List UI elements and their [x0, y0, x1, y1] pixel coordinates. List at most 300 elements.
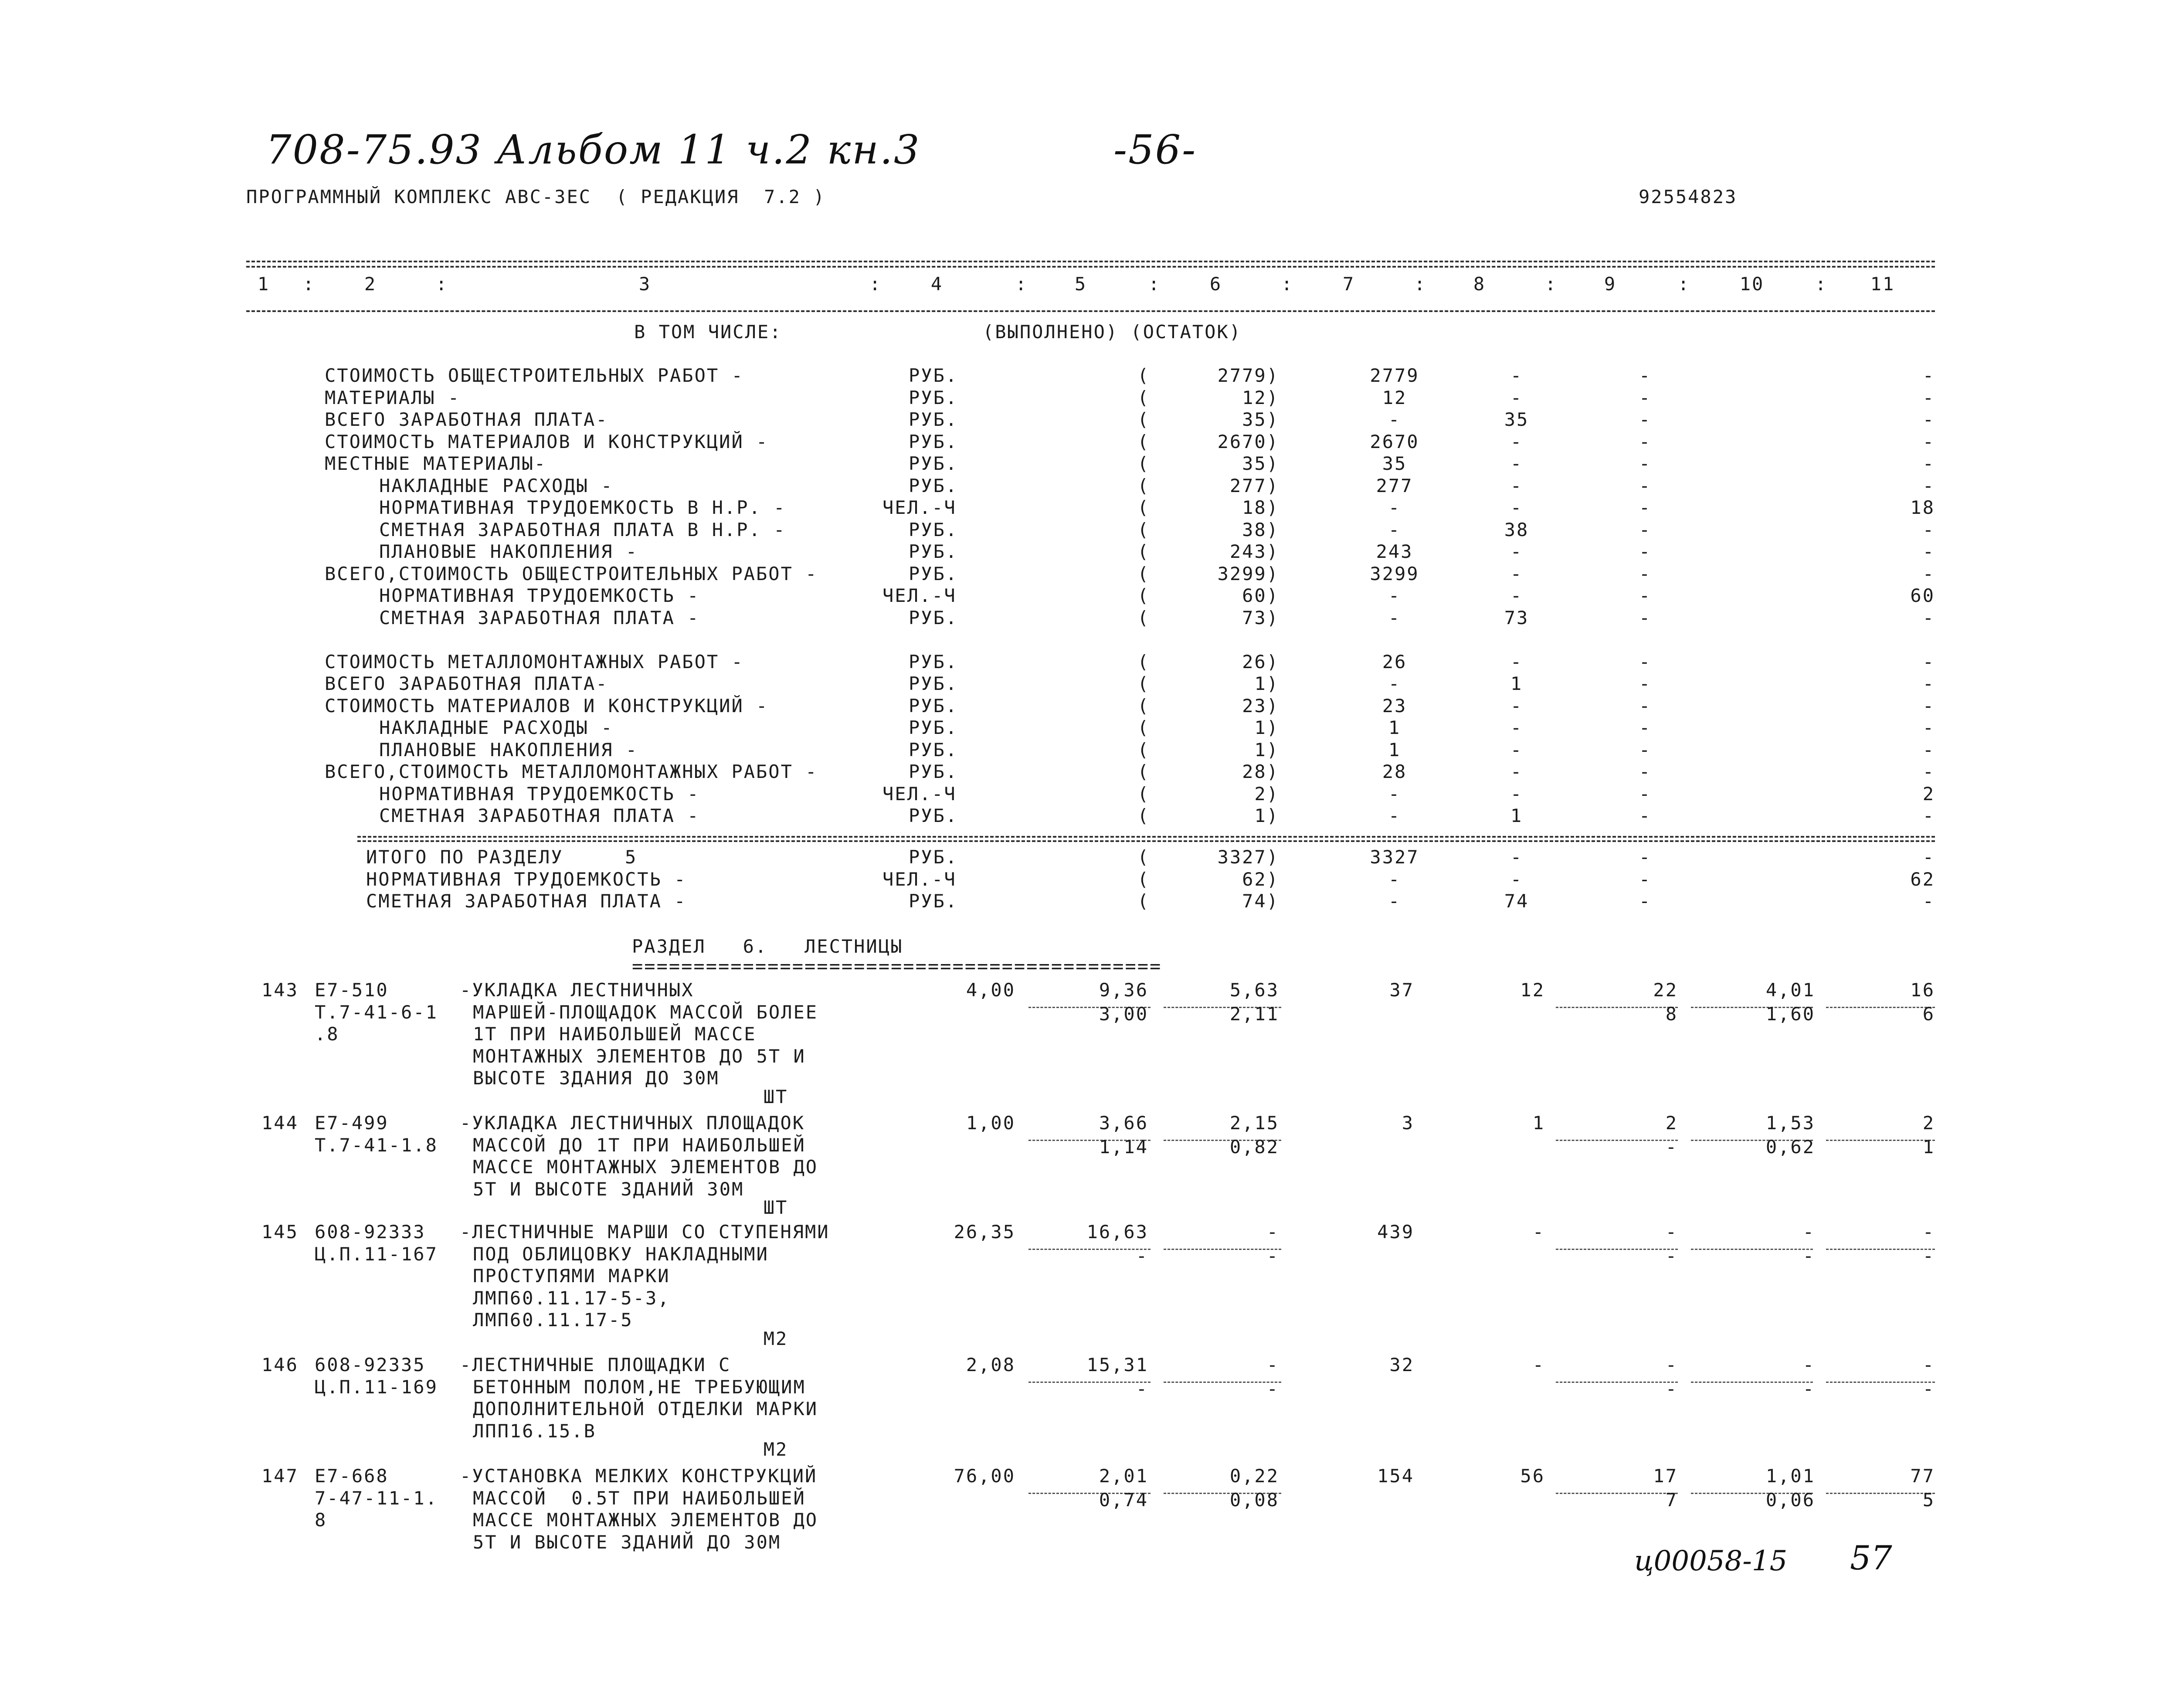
summary-row-col8: 35: [1504, 409, 1529, 430]
item-col8: -: [1532, 1221, 1545, 1243]
item-col7: 439: [1377, 1221, 1414, 1243]
item-col11-labor: 5: [1922, 1489, 1935, 1511]
item-description: МАССОЙ 0.5Т ПРИ НАИБОЛЬШЕЙ: [473, 1487, 806, 1509]
item-col8: -: [1532, 1354, 1545, 1375]
summary-row-name: СТОИМОСТЬ МАТЕРИАЛОВ И КОНСТРУКЦИЙ -: [325, 431, 769, 452]
summary-row-col11: 2: [1922, 783, 1935, 805]
item-description: ПОД ОБЛИЦОВКУ НАКЛАДНЫМИ: [473, 1243, 769, 1265]
summary-row-bracket: (: [1137, 453, 1150, 474]
summary-row-unit: РУБ.: [909, 365, 958, 386]
summary-row-col7: -: [1388, 805, 1401, 826]
item-col8: 1: [1532, 1112, 1545, 1134]
summary-row-unit: РУБ.: [909, 409, 958, 430]
summary-row-unit: РУБ.: [909, 717, 958, 738]
total-row-unit: ЧЕЛ.-Ч: [882, 868, 957, 890]
summary-row-col11: -: [1922, 673, 1935, 694]
item-description: МАРШЕЙ-ПЛОЩАДОК МАССОЙ БОЛЕЕ: [473, 1001, 818, 1023]
item-code: Т.7-41-6-1: [315, 1001, 438, 1023]
column-separator: :: [1815, 273, 1828, 295]
item-code: Ц.П.11-169: [315, 1376, 438, 1398]
total-row-name: НОРМАТИВНАЯ ТРУДОЕМКОСТЬ -: [366, 868, 687, 890]
summary-row-remainder: 1): [1254, 717, 1279, 738]
total-row-bracket: (: [1137, 890, 1150, 912]
summary-row-col11: -: [1922, 365, 1935, 386]
summary-row-col7: 1: [1388, 717, 1401, 738]
summary-row-col11: -: [1922, 475, 1935, 496]
summary-row-bracket: (: [1137, 673, 1150, 694]
summary-row-remainder: 3299): [1217, 563, 1279, 584]
item-quantity: 1,00: [966, 1112, 1015, 1134]
section-header-label: В ТОМ ЧИСЛЕ:: [634, 321, 782, 343]
summary-row-name: НОРМАТИВНАЯ ТРУДОЕМКОСТЬ -: [379, 783, 700, 805]
summary-row-col9: -: [1639, 519, 1652, 540]
total-row-unit: РУБ.: [909, 890, 958, 912]
item-description: МАССОЙ ДО 1Т ПРИ НАИБОЛЬШЕЙ: [473, 1134, 806, 1156]
section-title-underline: ===========================================: [632, 955, 1162, 977]
item-code: 608-92335: [315, 1354, 426, 1375]
summary-row-col9: -: [1639, 497, 1652, 518]
summary-row-col7: 35: [1382, 453, 1407, 474]
summary-row-name: НАКЛАДНЫЕ РАСХОДЫ -: [379, 717, 614, 738]
summary-row-col11: -: [1922, 563, 1935, 584]
item-col5-labor: -: [1136, 1245, 1148, 1267]
item-description: ПРОСТУПЯМИ МАРКИ: [473, 1265, 670, 1287]
summary-row-unit: РУБ.: [909, 673, 958, 694]
item-col7: 32: [1389, 1354, 1414, 1375]
summary-row-remainder: 243): [1229, 541, 1279, 562]
summary-row-bracket: (: [1137, 475, 1150, 496]
summary-row-col8: -: [1510, 761, 1523, 782]
item-col5-labor: 3,00: [1099, 1003, 1148, 1025]
total-row-col11: -: [1922, 890, 1935, 912]
item-col6: -: [1266, 1221, 1279, 1243]
summary-row-col9: -: [1639, 695, 1652, 716]
program-line: ПРОГРАММНЫЙ КОМПЛЕКС АВС-3ЕС ( РЕДАКЦИЯ 7.2 ): [246, 186, 826, 207]
summary-row-col9: -: [1639, 409, 1652, 430]
total-row-remainder: 62): [1242, 868, 1279, 890]
summary-row-remainder: 28): [1242, 761, 1279, 782]
summary-row-col8: -: [1510, 453, 1523, 474]
item-description: БЕТОННЫМ ПОЛОМ,НЕ ТРЕБУЮЩИМ: [473, 1376, 806, 1398]
item-unit: ШТ: [763, 1197, 788, 1218]
summary-row-name: СТОИМОСТЬ ОБЩЕСТРОИТЕЛЬНЫХ РАБОТ -: [325, 365, 744, 386]
summary-row-bracket: (: [1137, 431, 1150, 452]
item-col10-labor: 0,62: [1765, 1136, 1815, 1158]
total-row-name: ИТОГО ПО РАЗДЕЛУ 5: [366, 846, 638, 868]
summary-row-bracket: (: [1137, 739, 1150, 761]
item-col7: 3: [1402, 1112, 1414, 1134]
summary-row-remainder: 2670): [1217, 431, 1279, 452]
item-col10-labor: 1,60: [1765, 1003, 1815, 1025]
summary-row-name: МЕСТНЫЕ МАТЕРИАЛЫ-: [325, 453, 547, 474]
summary-row-unit: РУБ.: [909, 739, 958, 761]
total-row-col7: -: [1388, 868, 1401, 890]
column-header-8: 8: [1473, 273, 1486, 295]
summary-row-bracket: (: [1137, 783, 1150, 805]
summary-row-unit: ЧЕЛ.-Ч: [882, 783, 957, 805]
summary-row-bracket: (: [1137, 607, 1150, 628]
summary-row-remainder: 35): [1242, 409, 1279, 430]
column-header-4: 4: [930, 273, 944, 295]
item-description: 1Т ПРИ НАИБОЛЬШЕЙ МАССЕ: [473, 1023, 757, 1045]
item-col10: 1,53: [1765, 1112, 1815, 1134]
summary-row-name: МАТЕРИАЛЫ -: [325, 387, 461, 408]
item-col8: 12: [1520, 979, 1545, 1001]
summary-row-name: НОРМАТИВНАЯ ТРУДОЕМКОСТЬ -: [379, 585, 700, 606]
summary-row-col7: -: [1388, 585, 1401, 606]
summary-row-col8: 73: [1504, 607, 1529, 628]
summary-row-unit: РУБ.: [909, 607, 958, 628]
item-code: Ц.П.11-167: [315, 1243, 438, 1265]
summary-row-col7: 1: [1388, 739, 1401, 761]
column-header-6: 6: [1209, 273, 1222, 295]
item-col6-labor: -: [1266, 1378, 1279, 1399]
summary-row-remainder: 277): [1229, 475, 1279, 496]
item-col6-labor: 0,08: [1229, 1489, 1279, 1511]
summary-row-col8: -: [1510, 783, 1523, 805]
column-separator: :: [1414, 273, 1427, 295]
item-col7: 154: [1377, 1465, 1414, 1487]
summary-row-name: СМЕТНАЯ ЗАРАБОТНАЯ ПЛАТА -: [379, 607, 700, 628]
summary-row-col7: -: [1388, 519, 1401, 540]
summary-row-name: ПЛАНОВЫЕ НАКОПЛЕНИЯ -: [379, 541, 638, 562]
summary-row-name: СМЕТНАЯ ЗАРАБОТНАЯ ПЛАТА В Н.Р. -: [379, 519, 786, 540]
summary-row-unit: РУБ.: [909, 563, 958, 584]
summary-row-col9: -: [1639, 739, 1652, 761]
item-code: 8: [315, 1509, 327, 1531]
summary-row-unit: РУБ.: [909, 761, 958, 782]
summary-row-name: НОРМАТИВНАЯ ТРУДОЕМКОСТЬ В Н.Р. -: [379, 497, 786, 518]
summary-row-unit: РУБ.: [909, 475, 958, 496]
item-col5: 3,66: [1099, 1112, 1148, 1134]
summary-row-col11: -: [1922, 805, 1935, 826]
summary-row-col8: -: [1510, 475, 1523, 496]
item-code: Т.7-41-1.8: [315, 1134, 438, 1156]
summary-row-col9: -: [1639, 761, 1652, 782]
summary-row-col8: 1: [1510, 805, 1523, 826]
item-col6: -: [1266, 1354, 1279, 1375]
item-col10-labor: -: [1802, 1378, 1815, 1399]
summary-row-col7: 12: [1382, 387, 1407, 408]
summary-row-name: СТОИМОСТЬ МАТЕРИАЛОВ И КОНСТРУКЦИЙ -: [325, 695, 769, 716]
summary-row-unit: РУБ.: [909, 387, 958, 408]
handwritten-title: 708-75.93 Альбом 11 ч.2 кн.3: [266, 126, 921, 173]
summary-row-col7: 277: [1376, 475, 1413, 496]
summary-row-unit: РУБ.: [909, 431, 958, 452]
summary-row-remainder: 1): [1254, 673, 1279, 694]
summary-row-col7: -: [1388, 497, 1401, 518]
summary-row-col11: -: [1922, 387, 1935, 408]
column-separator: :: [1281, 273, 1294, 295]
summary-row-bracket: (: [1137, 387, 1150, 408]
summary-row-col7: 2670: [1370, 431, 1419, 452]
summary-row-col9: -: [1639, 673, 1652, 694]
summary-row-remainder: 60): [1242, 585, 1279, 606]
summary-row-col7: -: [1388, 673, 1401, 694]
item-col9: 2: [1665, 1112, 1678, 1134]
total-row-remainder: 3327): [1217, 846, 1279, 868]
item-col10: 1,01: [1765, 1465, 1815, 1487]
column-separator: :: [1545, 273, 1558, 295]
item-col9-labor: 7: [1665, 1489, 1678, 1511]
item-description: ЛМП60.11.17-5: [473, 1309, 633, 1331]
summary-row-col8: -: [1510, 365, 1523, 386]
summary-row-col11: -: [1922, 651, 1935, 672]
summary-row-col8: -: [1510, 387, 1523, 408]
item-number: 146: [261, 1354, 299, 1375]
item-col10-labor: -: [1802, 1245, 1815, 1267]
item-unit: М2: [763, 1439, 788, 1460]
summary-row-col7: 2779: [1370, 365, 1419, 386]
item-description: -УСТАНОВКА МЕЛКИХ КОНСТРУКЦИЙ: [460, 1465, 818, 1487]
summary-row-name: ВСЕГО ЗАРАБОТНАЯ ПЛАТА-: [325, 673, 608, 694]
item-col5-labor: 1,14: [1099, 1136, 1148, 1158]
item-quantity: 26,35: [954, 1221, 1015, 1243]
column-separator: :: [1015, 273, 1028, 295]
item-col9-labor: -: [1665, 1136, 1678, 1158]
total-row-col7: -: [1388, 890, 1401, 912]
item-description: -ЛЕСТНИЧНЫЕ ПЛОЩАДКИ С: [460, 1354, 731, 1375]
summary-row-col9: -: [1639, 365, 1652, 386]
item-description: ВЫСОТЕ ЗДАНИЯ ДО 30М: [473, 1067, 720, 1089]
summary-row-unit: РУБ.: [909, 519, 958, 540]
summary-row-name: СМЕТНАЯ ЗАРАБОТНАЯ ПЛАТА -: [379, 805, 700, 826]
handwritten-footer-code: ц00058-15: [1634, 1545, 1788, 1577]
item-quantity: 4,00: [966, 979, 1015, 1001]
summary-row-col9: -: [1639, 453, 1652, 474]
section-header-col5-6: (ВЫПОЛНЕНО) (ОСТАТОК): [983, 321, 1242, 343]
item-col9: -: [1665, 1354, 1678, 1375]
summary-row-col7: 243: [1376, 541, 1413, 562]
summary-row-bracket: (: [1137, 651, 1150, 672]
summary-row-remainder: 35): [1242, 453, 1279, 474]
item-description: ЛПП16.15.В: [473, 1420, 596, 1442]
summary-row-bracket: (: [1137, 497, 1150, 518]
column-header-10: 10: [1739, 273, 1765, 295]
item-col5: 15,31: [1086, 1354, 1148, 1375]
item-col5-labor: 0,74: [1099, 1489, 1148, 1511]
item-col6-labor: 2,11: [1229, 1003, 1279, 1025]
item-description: -УКЛАДКА ЛЕСТНИЧНЫХ ПЛОЩАДОК: [460, 1112, 805, 1134]
summary-row-name: ВСЕГО ЗАРАБОТНАЯ ПЛАТА-: [325, 409, 608, 430]
column-header-11: 11: [1870, 273, 1895, 295]
total-row-name: СМЕТНАЯ ЗАРАБОТНАЯ ПЛАТА -: [366, 890, 687, 912]
summary-row-col9: -: [1639, 387, 1652, 408]
summary-row-name: СТОИМОСТЬ МЕТАЛЛОМОНТАЖНЫХ РАБОТ -: [325, 651, 744, 672]
summary-row-remainder: 38): [1242, 519, 1279, 540]
column-separator: :: [1678, 273, 1690, 295]
item-col11: 2: [1922, 1112, 1935, 1134]
item-col5-labor: -: [1136, 1378, 1148, 1399]
item-col9-labor: -: [1665, 1378, 1678, 1399]
summary-row-col11: -: [1922, 431, 1935, 452]
item-description: -УКЛАДКА ЛЕСТНИЧНЫХ: [460, 979, 694, 1001]
summary-row-col9: -: [1639, 475, 1652, 496]
summary-row-remainder: 26): [1242, 651, 1279, 672]
summary-row-remainder: 73): [1242, 607, 1279, 628]
summary-row-col11: 60: [1910, 585, 1935, 606]
item-col10: -: [1802, 1221, 1815, 1243]
summary-row-col9: -: [1639, 783, 1652, 805]
summary-row-col11: -: [1922, 739, 1935, 761]
summary-row-col9: -: [1639, 607, 1652, 628]
summary-row-col9: -: [1639, 651, 1652, 672]
summary-row-unit: РУБ.: [909, 541, 958, 562]
total-row-unit: РУБ.: [909, 846, 958, 868]
item-description: 5Т И ВЫСОТЕ ЗДАНИЙ ДО 30М: [473, 1531, 781, 1553]
total-row-bracket: (: [1137, 868, 1150, 890]
summary-row-name: ВСЕГО,СТОИМОСТЬ МЕТАЛЛОМОНТАЖНЫХ РАБОТ -: [325, 761, 818, 782]
summary-row-col9: -: [1639, 585, 1652, 606]
summary-row-remainder: 23): [1242, 695, 1279, 716]
summary-row-bracket: (: [1137, 717, 1150, 738]
item-description: 5Т И ВЫСОТЕ ЗДАНИЙ 30М: [473, 1178, 744, 1200]
item-col10: 4,01: [1765, 979, 1815, 1001]
summary-row-col11: -: [1922, 607, 1935, 628]
column-header-7: 7: [1342, 273, 1355, 295]
summary-row-col8: -: [1510, 541, 1523, 562]
summary-row-col8: -: [1510, 563, 1523, 584]
total-row-col8: 74: [1504, 890, 1529, 912]
column-separator: :: [869, 273, 882, 295]
summary-row-col11: 18: [1910, 497, 1935, 518]
item-col7: 37: [1389, 979, 1414, 1001]
summary-row-bracket: (: [1137, 365, 1150, 386]
item-description: ЛМП60.11.17-5-3,: [473, 1287, 670, 1309]
item-col11: -: [1922, 1354, 1935, 1375]
item-col5: 9,36: [1099, 979, 1148, 1001]
column-separator: :: [303, 273, 316, 295]
summary-row-col7: 28: [1382, 761, 1407, 782]
summary-row-col8: -: [1510, 585, 1523, 606]
item-col9: 17: [1653, 1465, 1678, 1487]
summary-row-bracket: (: [1137, 695, 1150, 716]
summary-row-col7: -: [1388, 783, 1401, 805]
summary-row-col7: 26: [1382, 651, 1407, 672]
summary-row-col9: -: [1639, 563, 1652, 584]
item-col6: 0,22: [1229, 1465, 1279, 1487]
total-row-col9: -: [1639, 890, 1652, 912]
item-number: 145: [261, 1221, 299, 1243]
summary-row-col8: -: [1510, 651, 1523, 672]
summary-row-col9: -: [1639, 431, 1652, 452]
total-row-col7: 3327: [1370, 846, 1419, 868]
item-col9: -: [1665, 1221, 1678, 1243]
item-description: ДОПОЛНИТЕЛЬНОЙ ОТДЕЛКИ МАРКИ: [473, 1398, 818, 1419]
summary-row-unit: ЧЕЛ.-Ч: [882, 585, 957, 606]
summary-row-col11: -: [1922, 519, 1935, 540]
item-col6-labor: 0,82: [1229, 1136, 1279, 1158]
summary-row-remainder: 18): [1242, 497, 1279, 518]
summary-row-col11: -: [1922, 409, 1935, 430]
item-col11-labor: 6: [1922, 1003, 1935, 1025]
item-col10: -: [1802, 1354, 1815, 1375]
summary-row-remainder: 1): [1254, 739, 1279, 761]
summary-row-col11: -: [1922, 761, 1935, 782]
summary-row-col8: 38: [1504, 519, 1529, 540]
handwritten-footer-number: 57: [1850, 1538, 1892, 1577]
summary-row-col7: -: [1388, 409, 1401, 430]
item-col11: -: [1922, 1221, 1935, 1243]
summary-row-col8: -: [1510, 431, 1523, 452]
total-row-bracket: (: [1137, 846, 1150, 868]
item-col11-labor: 1: [1922, 1136, 1935, 1158]
summary-row-bracket: (: [1137, 585, 1150, 606]
item-code: Е7-510: [315, 979, 389, 1001]
summary-row-remainder: 2): [1254, 783, 1279, 805]
summary-row-col11: -: [1922, 695, 1935, 716]
summary-row-col8: -: [1510, 739, 1523, 761]
column-separator: :: [436, 273, 448, 295]
item-col11: 77: [1910, 1465, 1935, 1487]
summary-row-name: ВСЕГО,СТОИМОСТЬ ОБЩЕСТРОИТЕЛЬНЫХ РАБОТ -: [325, 563, 818, 584]
summary-row-col9: -: [1639, 805, 1652, 826]
summary-row-unit: РУБ.: [909, 805, 958, 826]
item-col5: 16,63: [1086, 1221, 1148, 1243]
summary-row-col7: -: [1388, 607, 1401, 628]
column-header-5: 5: [1074, 273, 1087, 295]
summary-row-name: НАКЛАДНЫЕ РАСХОДЫ -: [379, 475, 614, 496]
total-row-col8: -: [1510, 868, 1523, 890]
item-col11-labor: -: [1922, 1378, 1935, 1399]
total-row-col11: 62: [1910, 868, 1935, 890]
summary-row-col11: -: [1922, 541, 1935, 562]
summary-row-remainder: 2779): [1217, 365, 1279, 386]
item-col9-labor: 8: [1665, 1003, 1678, 1025]
item-code: Е7-668: [315, 1465, 389, 1487]
item-number: 143: [261, 979, 299, 1001]
item-unit: ШТ: [763, 1086, 788, 1107]
item-col6-labor: -: [1266, 1245, 1279, 1267]
column-header-3: 3: [638, 273, 652, 295]
handwritten-page-number: -56-: [1113, 126, 1197, 173]
summary-row-col8: -: [1510, 717, 1523, 738]
item-code: 7-47-11-1.: [315, 1487, 438, 1509]
summary-row-col11: -: [1922, 717, 1935, 738]
section-title: РАЗДЕЛ 6. ЛЕСТНИЦЫ: [632, 936, 903, 957]
summary-row-bracket: (: [1137, 805, 1150, 826]
item-number: 147: [261, 1465, 299, 1487]
summary-row-col8: 1: [1510, 673, 1523, 694]
item-col9: 22: [1653, 979, 1678, 1001]
item-description: МАССЕ МОНТАЖНЫХ ЭЛЕМЕНТОВ ДО: [473, 1509, 818, 1531]
column-separator: :: [1148, 273, 1161, 295]
total-row-col9: -: [1639, 868, 1652, 890]
summary-row-bracket: (: [1137, 761, 1150, 782]
item-code: .8: [315, 1023, 339, 1045]
total-row-col11: -: [1922, 846, 1935, 868]
summary-row-remainder: 12): [1242, 387, 1279, 408]
total-row-col9: -: [1639, 846, 1652, 868]
summary-row-col7: 3299: [1370, 563, 1419, 584]
summary-row-unit: РУБ.: [909, 695, 958, 716]
summary-row-bracket: (: [1137, 409, 1150, 430]
summary-row-bracket: (: [1137, 519, 1150, 540]
total-row-remainder: 74): [1242, 890, 1279, 912]
summary-row-col9: -: [1639, 717, 1652, 738]
summary-row-bracket: (: [1137, 541, 1150, 562]
item-col5: 2,01: [1099, 1465, 1148, 1487]
item-description: МАССЕ МОНТАЖНЫХ ЭЛЕМЕНТОВ ДО: [473, 1156, 818, 1178]
item-col11-labor: -: [1922, 1245, 1935, 1267]
item-number: 144: [261, 1112, 299, 1134]
summary-row-col8: -: [1510, 695, 1523, 716]
summary-row-col9: -: [1639, 541, 1652, 562]
column-header-9: 9: [1604, 273, 1617, 295]
item-col10-labor: 0,06: [1765, 1489, 1815, 1511]
item-code: Е7-499: [315, 1112, 389, 1134]
summary-row-unit: ЧЕЛ.-Ч: [882, 497, 957, 518]
